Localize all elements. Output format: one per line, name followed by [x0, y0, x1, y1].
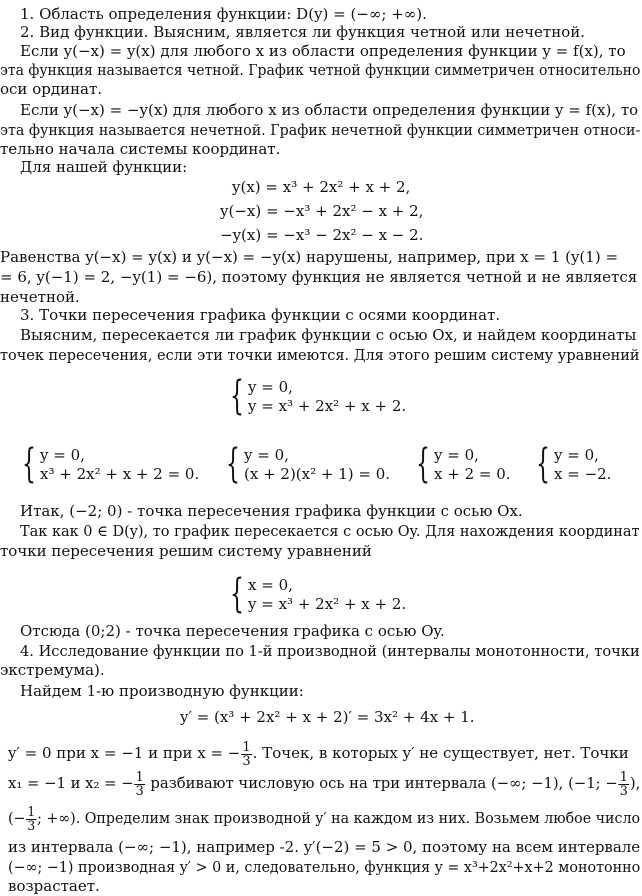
numerator: 1 [27, 804, 36, 820]
text-fragment: разбивают числовую ось на три интервала (−∞; −1), (−1; − [145, 774, 618, 792]
system-row: y = 0, [248, 378, 293, 396]
system-row: (x + 2)(x² + 1) = 0. [244, 465, 391, 483]
system-row: x = −2. [554, 465, 612, 483]
text-line: экстремума). [0, 661, 105, 679]
brace: { [230, 571, 244, 617]
denominator: 3 [27, 818, 36, 834]
text-line: 2. Вид функции. Выясним, является ли функция четной или нечетной. [20, 23, 585, 41]
system-row: y = x³ + 2x² + x + 2. [248, 595, 407, 613]
text-line: Равенства y(−x) = y(x) и y(−x) = −y(x) нарушены, например, при x = 1 (y(1) = [0, 248, 619, 266]
text-line: эта функция называется нечетной. График нечетной функции симметричен относи- [0, 121, 641, 139]
numerator: 1 [242, 739, 251, 755]
text-line: Для нашей функции: [20, 158, 188, 176]
text-line: 1. Область определения функции: D(y) = (−∞; +∞). [20, 5, 427, 23]
system-row: y = 0, [244, 446, 289, 464]
text-fragment: ), [629, 774, 641, 792]
text-line: из интервала (−∞; −1), например -2. y′(−2) = 5 > 0, поэтому на всем интервале [8, 838, 641, 856]
brace: { [536, 441, 550, 487]
text-line: нечетной. [0, 288, 80, 306]
fraction [26, 806, 36, 833]
text-line: точек пересечения, если эти точки имеются. Для этого решим систему уравнений [0, 346, 640, 364]
fraction [241, 741, 251, 768]
brace: { [22, 441, 36, 487]
text-line [8, 740, 629, 768]
text-line: Выясним, пересекается ли график функции с осью Ox, и найдем координаты [20, 326, 637, 344]
text-line: Если y(−x) = y(x) для любого x из области определения функции y = f(x), то [20, 42, 626, 60]
text-fragment: y′ = 0 при x = −1 и при x = − [8, 744, 241, 762]
text-line: Найдем 1-ю производную функции: [20, 682, 304, 700]
text-fragment: x₁ = −1 и x₂ = − [8, 774, 134, 792]
text-line: Так как 0 ∈ D(y), то график пересекается с осью Oy. Для нахождения координат [20, 522, 640, 540]
equation: y(−x) = −x³ + 2x² − x + 2, [220, 202, 424, 220]
fraction [619, 771, 629, 798]
system-row: y = 0, [434, 446, 479, 464]
numerator: 1 [619, 769, 628, 785]
text-fragment: ; +∞). Определим знак производной y′ на каждом из них. Возьмем любое число [37, 809, 641, 827]
text-line: точки пересечения решим систему уравнений [0, 542, 372, 560]
text-line: = 6, y(−1) = 2, −y(1) = −6), поэтому функция не является четной и не является [0, 268, 638, 286]
system-row: x³ + 2x² + x + 2 = 0. [40, 465, 200, 483]
text-line: Итак, (−2; 0) - точка пересечения графика функции с осью Ox. [20, 502, 523, 520]
text-line: (−∞; −1) производная y′ > 0 и, следовательно, функция y = x³+2x²+x+2 монотонно [8, 858, 641, 876]
text-line: тельно начала системы координат. [0, 140, 281, 158]
system-row: x + 2 = 0. [434, 465, 511, 483]
denominator: 3 [619, 783, 628, 799]
system-row: y = 0, [40, 446, 85, 464]
text-line: Если y(−x) = −y(x) для любого x из области определения функции y = f(x), то [20, 101, 639, 119]
text-line [8, 805, 640, 833]
text-line: эта функция называется четной. График четной функции симметричен относительно [0, 61, 641, 79]
text-fragment: (− [8, 809, 26, 827]
text-line: возрастает. [8, 877, 100, 895]
equation: −y(x) = −x³ − 2x² − x − 2. [220, 226, 424, 244]
text-line: Отсюда (0;2) - точка пересечения графика с осью Oy. [20, 622, 445, 640]
denominator: 3 [135, 783, 144, 799]
numerator: 1 [135, 769, 144, 785]
system-row: y = 0, [554, 446, 599, 464]
brace: { [230, 373, 244, 419]
text-line: 4. Исследование функции по 1-й производной (интервалы монотонности, точки [20, 642, 640, 660]
text-line: 3. Точки пересечения графика функции с осями координат. [20, 306, 501, 324]
text-fragment: . Точек, в которых y′ не существует, нет. Точки [252, 744, 629, 762]
text-line [8, 770, 640, 798]
text-line: оси ординат. [0, 80, 103, 98]
denominator: 3 [242, 753, 251, 769]
system-row: y = x³ + 2x² + x + 2. [248, 397, 407, 415]
equation: y(x) = x³ + 2x² + x + 2, [232, 178, 411, 196]
brace: { [416, 441, 430, 487]
equation: y′ = (x³ + 2x² + x + 2)′ = 3x² + 4x + 1. [180, 708, 475, 726]
system-row: x = 0, [248, 576, 293, 594]
brace: { [226, 441, 240, 487]
fraction [135, 771, 145, 798]
